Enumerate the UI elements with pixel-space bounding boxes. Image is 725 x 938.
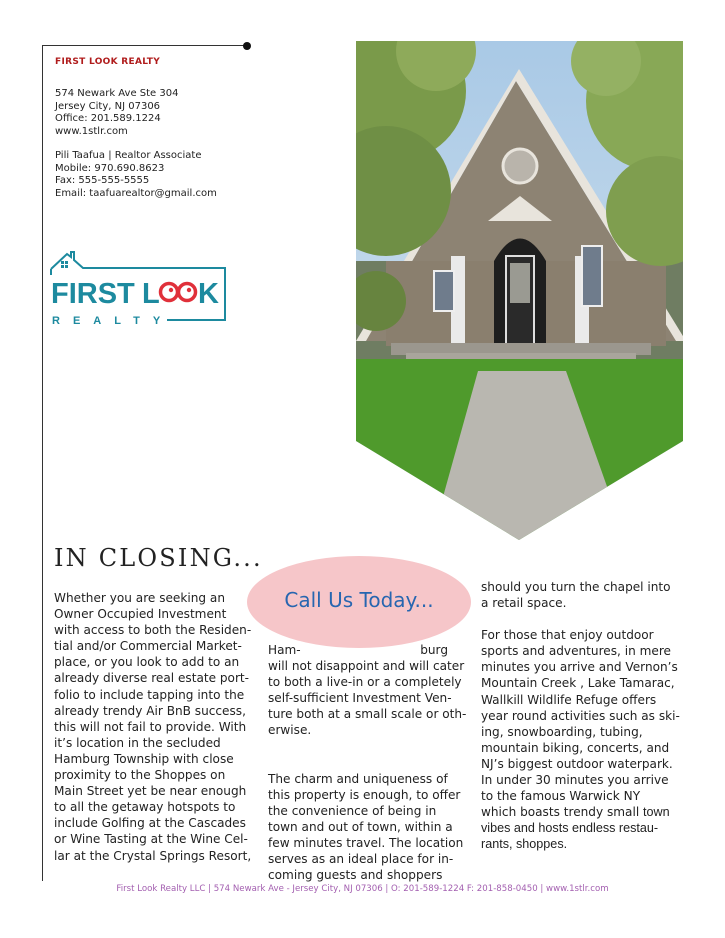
- text-line: this will not fail to provide. With: [54, 719, 247, 734]
- first-look-logo: [47, 247, 232, 329]
- text-line: sports and adventures, in mere: [481, 644, 671, 659]
- text-line: Owner Occupied Investment: [54, 607, 227, 622]
- text-column-1: [54, 590, 251, 864]
- text-line: include Golfing at the Cascades: [54, 816, 246, 831]
- address-line: 574 Newark Ave Ste 304: [55, 88, 179, 99]
- address-line: Jersey City, NJ 07306: [55, 100, 161, 112]
- text-line: The charm and uniqueness of: [268, 771, 448, 786]
- text-line: self-sufficient Investment Ven-: [268, 691, 452, 706]
- text-line: proximity to the Shoppes on: [54, 768, 226, 783]
- frame-left-line: [42, 45, 43, 881]
- text-line: place, or you look to add to an: [54, 655, 240, 670]
- text-line: will not disappoint and will cater: [268, 659, 465, 674]
- text-line: tial and/or Commercial Market-: [54, 639, 242, 654]
- text-line: mountain biking, concerts, and: [481, 740, 670, 755]
- agent-name: Pili Taafua | Realtor Associate: [55, 150, 202, 161]
- frame-top-line: [42, 45, 246, 46]
- agent-email[interactable]: Email: taafuarealtor@gmail.com: [55, 187, 217, 199]
- agent-fax: Fax: 555-555-5555: [55, 175, 150, 187]
- office-phone: Office: 201.589.1224: [55, 113, 161, 125]
- call-us-label: Call Us Today...: [284, 588, 434, 612]
- text-fragment: which boasts trendy small: [481, 805, 644, 820]
- text-line: For those that enjoy outdoor: [481, 628, 654, 643]
- text-line: town and out of town, within a: [268, 819, 453, 834]
- page-footer: First Look Realty LLC | 574 Newark Ave - Jersey City, NJ 07306 | O: 201-589-1224 F: 201-858-0450 | www.1stlr.com: [116, 884, 609, 894]
- text-line: In under 30 minutes you arrive: [481, 773, 669, 788]
- text-line: to both a live-in or a completely: [268, 675, 462, 690]
- text-line: vibes and hosts endless restau-: [481, 821, 659, 836]
- text-line: with access to both the Residen-: [54, 623, 252, 638]
- text-fragment: town: [643, 805, 670, 820]
- text-line: this property is enough, to offer: [268, 787, 461, 802]
- text-line: Main Street yet be near enough: [54, 784, 247, 799]
- text-line: Whether you are seeking an: [54, 591, 226, 605]
- text-line: lar at the Crystal Springs Resort,: [54, 848, 252, 863]
- text-line: it’s location in the secluded: [54, 735, 221, 750]
- text-line: already trendy Air BnB success,: [54, 703, 246, 718]
- split-line: [268, 642, 448, 658]
- text-line: to all the getaway hotspots to: [54, 800, 236, 815]
- text-line: Mountain Creek , Lake Tamarac,: [481, 676, 675, 691]
- website-link[interactable]: www.1stlr.com: [55, 125, 128, 137]
- text-fragment: Ham-: [268, 643, 301, 657]
- text-line: Wallkill Wildlife Refuge offers: [481, 692, 657, 707]
- text-line: a retail space.: [481, 596, 567, 611]
- office-contact: [55, 88, 178, 138]
- frame-dot: [243, 42, 251, 50]
- logo-word-first: FIRST: [51, 278, 135, 310]
- text-line: serves as an ideal place for in-: [268, 852, 454, 867]
- text-line: should you turn the chapel into: [481, 580, 671, 594]
- text-fragment: burg: [420, 643, 448, 657]
- text-column-2: [268, 642, 466, 883]
- text-line: [481, 804, 680, 820]
- text-line: already diverse real estate port-: [54, 671, 250, 686]
- text-line: rants, shoppes.: [481, 837, 568, 852]
- logo-sub: REALTY: [52, 315, 174, 327]
- chapel-photo: [356, 41, 683, 540]
- text-line: minutes you arrive and Vernon’s: [481, 660, 678, 675]
- text-line: or Wine Tasting at the Wine Cel-: [54, 832, 248, 847]
- logo-letter-k: K: [198, 278, 219, 310]
- text-line: coming guests and shoppers: [268, 868, 443, 883]
- text-line: ture both at a small scale or oth-: [268, 707, 467, 722]
- logo-eye-left-icon: [161, 284, 178, 301]
- text-line: NJ’s biggest outdoor waterpark.: [481, 756, 673, 771]
- text-column-3: [481, 579, 680, 853]
- logo-letter-l: L: [142, 278, 160, 310]
- text-line: erwise.: [268, 723, 312, 738]
- section-heading: IN CLOSING...: [54, 544, 263, 572]
- text-line: Hamburg Township with close: [54, 751, 234, 766]
- text-line: folio to include tapping into the: [54, 687, 245, 702]
- agent-contact: [55, 150, 217, 200]
- text-line: year round activities such as ski-: [481, 708, 680, 723]
- logo-eye-right-icon: [179, 284, 196, 301]
- text-line: ing, snowboarding, tubing,: [481, 724, 643, 739]
- text-line: few minutes travel. The location: [268, 835, 464, 850]
- agent-mobile: Mobile: 970.690.8623: [55, 162, 165, 174]
- text-line: to the famous Warwick NY: [481, 789, 641, 804]
- company-name: FIRST LOOK REALTY: [55, 57, 161, 67]
- text-line: the convenience of being in: [268, 803, 437, 818]
